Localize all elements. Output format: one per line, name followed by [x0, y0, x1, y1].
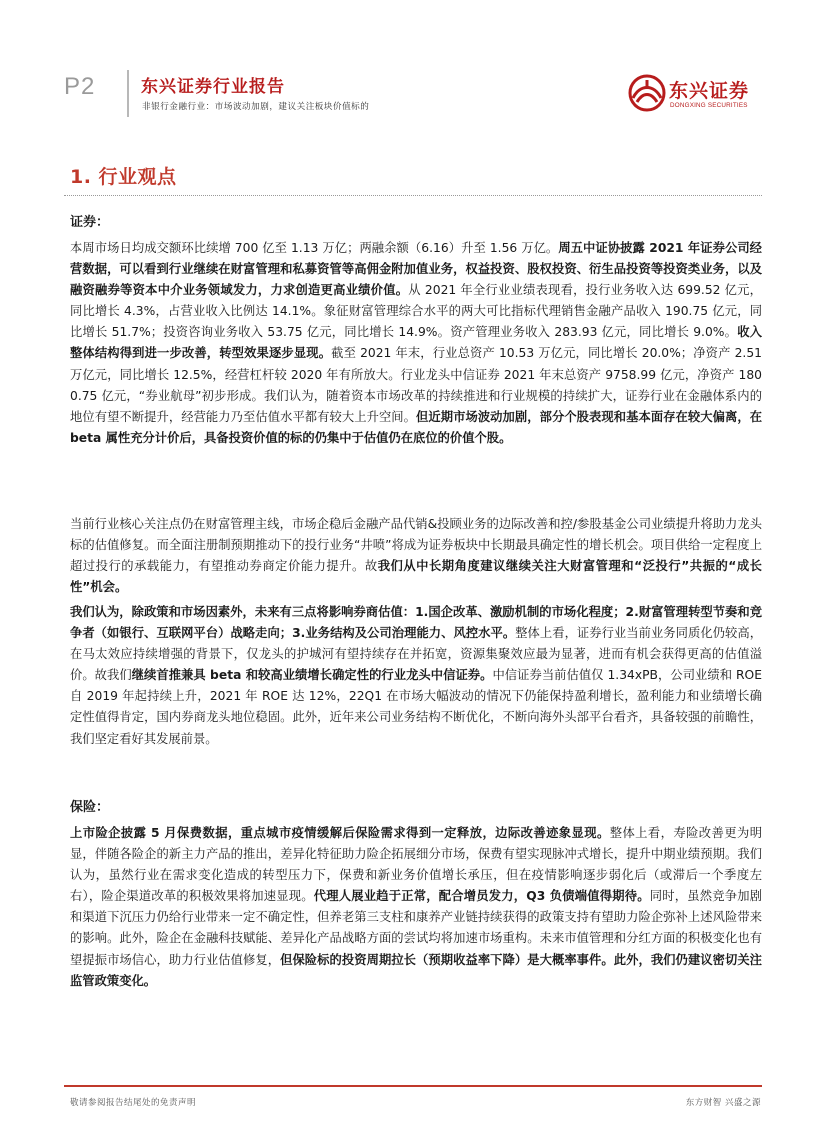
logo-english-name: DONGXING SECURITIES — [670, 102, 748, 109]
company-logo — [628, 72, 763, 120]
text-run-bold: 收入整体结构得到进一步改善，转型效果逐步显现。 — [70, 325, 762, 361]
footer-slogan: 东方财智 兴盛之源 — [685, 1098, 761, 1108]
text-run: 本周市场日均成交额环比续增 700 亿至 1.13 万亿；两融余额（6.16）升至 1.56 万亿。 — [70, 241, 559, 255]
text-run-bold: 我们从中长期角度建议继续关注大财富管理和“泛投行”共振的“成长性”机会。 — [70, 559, 762, 595]
page-number: P2 — [64, 73, 96, 100]
logo-mark-icon — [628, 74, 666, 112]
footer-divider — [64, 1085, 762, 1087]
text-run-bold: 但保险标的投资周期拉长（预期收益率下降）是大概率事件。此外，我们仍建议密切关注监管政策变化。 — [70, 952, 762, 988]
text-run: 同时，虽然竞争加剧和渠道下沉压力仍给行业带来一定不确定性，但养老第三支柱和康养产业链持续获得的政策支持有望助力险企弥补上述风险带来的影响。此外，险企在金融科技赋能、差异化产品战略方面的尝试均将加速市场重构。未来市值管理和分红方面的积极变化也有望提振市场信心，助力行业估值修复， — [70, 889, 762, 967]
securities-paragraph-3 — [70, 602, 762, 750]
footer-disclaimer: 敬请参阅报告结尾处的免责声明 — [70, 1098, 197, 1108]
text-run-bold: 我们认为，除政策和市场因素外，未来有三点将影响券商估值：1.国企改革、激励机制的市场化程度；2.财富管理转型节奏和竞争者（如银行、互联网平台）战略走向；3.业务结构及公司治理能力、风控水平。 — [70, 605, 762, 641]
text-run-bold: 上市险企披露 5 月保费数据，重点城市疫情缓解后保险需求得到一定释放，边际改善迹象显现。 — [70, 826, 610, 840]
insurance-heading: 保险： — [70, 800, 110, 815]
section-divider — [64, 195, 762, 196]
text-run: 从 2021 年全行业业绩表现看，投行业务收入达 699.52 亿元，同比增长 4.3%，占营业收入比例达 14.1%。象征财富管理综合水平的两大可比指标代理销售金融产品收入 190.75 亿元，同比增长 51.7%；投资咨询业务收入 53.75 亿元，同比增长 14.9%。资产管理业务收入 283.93 亿元，同比增长 9.0%。 — [70, 283, 762, 340]
text-run: 截至 2021 年末，行业总资产 10.53 万亿元，同比增长 20.0%；净资产 2.51 万亿元，同比增长 12.5%，经营杠杆较 2020 年有所放大。行业龙头中信证券 2021 年末总资产 9758.99 亿元，净资产 1800.75 亿元，“券业航母”初步形成。我们认为，随着资本市场改革的持续推进和行业规模的持续扩大，证券行业在金融体系内的地位有望不断提升，经营能力乃至估值水平都有较大上升空间。 — [70, 346, 762, 424]
securities-paragraph-2 — [70, 514, 762, 598]
text-run-bold: 代理人展业趋于正常，配合增员发力，Q3 负债端值得期待。 — [313, 889, 650, 904]
securities-heading: 证券： — [70, 215, 110, 230]
header-divider — [127, 70, 129, 117]
insurance-paragraph-1 — [70, 823, 762, 992]
text-run-bold: 周五中证协披露 2021 年证券公司经营数据，可以看到行业继续在财富管理和私募资管等高佣金附加值业务，权益投资、股权投资、衍生品投资等投资类业务，以及融资融券等资本中介业务领域发力，力求创造更高业绩价值。 — [70, 241, 762, 298]
section-title: 1. 行业观点 — [70, 166, 177, 188]
report-subtitle: 非银行金融行业：市场波动加剧，建议关注板块价值标的 — [142, 102, 370, 112]
text-run-bold: 但近期市场波动加剧，部分个股表现和基本面存在较大偏离，在 beta 属性充分计价后，具备投资价值的标的仍集中于估值仍在底位的价值个股。 — [70, 409, 762, 445]
text-run: 整体上看，寿险改善更为明显，伴随各险企的新主力产品的推出，差异化特征助力险企拓展细分市场，保费有望实现脉冲式增长，提升中期业绩预期。我们认为，虽然行业在需求变化造成的转型压力下，保费和新业务价值增长承压，但在疫情影响逐步弱化后（或滞后一个季度左右），险企渠道改革的积极效果将加速显现。 — [70, 826, 762, 904]
report-title: 东兴证券行业报告 — [141, 77, 285, 97]
text-run: 整体上看，证券行业当前业务同质化仍较高，在马太效应持续增强的背景下，仅龙头的护城河有望持续存在并拓宽，资源集聚效应最为显著，进而有机会获得更高的估值溢价。故我们 — [70, 626, 762, 683]
report-header — [0, 0, 827, 130]
logo-chinese-name: 东兴证券 — [669, 80, 750, 102]
text-run-bold: 继续首推兼具 beta 和较高业绩增长确定性的行业龙头中信证券。 — [131, 668, 493, 683]
securities-paragraph-1 — [70, 238, 762, 449]
text-run: 中信证券当前估值仅 1.34xPB，公司业绩和 ROE 自 2019 年起持续上升，2021 年 ROE 达 12%，22Q1 在市场大幅波动的情况下仍能保持盈利增长，盈利能力和业绩增长确定性值得肯定，国内券商龙头地位稳固。此外，近年来公司业务结构不断优化，不断向海外头部平台看齐，具备较强的前瞻性，我们坚定看好其发展前景。 — [70, 668, 762, 746]
text-run: 当前行业核心关注点仍在财富管理主线，市场企稳后金融产品代销&投顾业务的边际改善和控/参股基金公司业绩提升将助力龙头标的估值修复。而全面注册制预期推动下的投行业务“井喷”将成为证券板块中长期最具确定性的增长机会。项目供给一定程度上超过投行的承载能力，有望推动券商定价能力提升。故 — [70, 517, 762, 574]
